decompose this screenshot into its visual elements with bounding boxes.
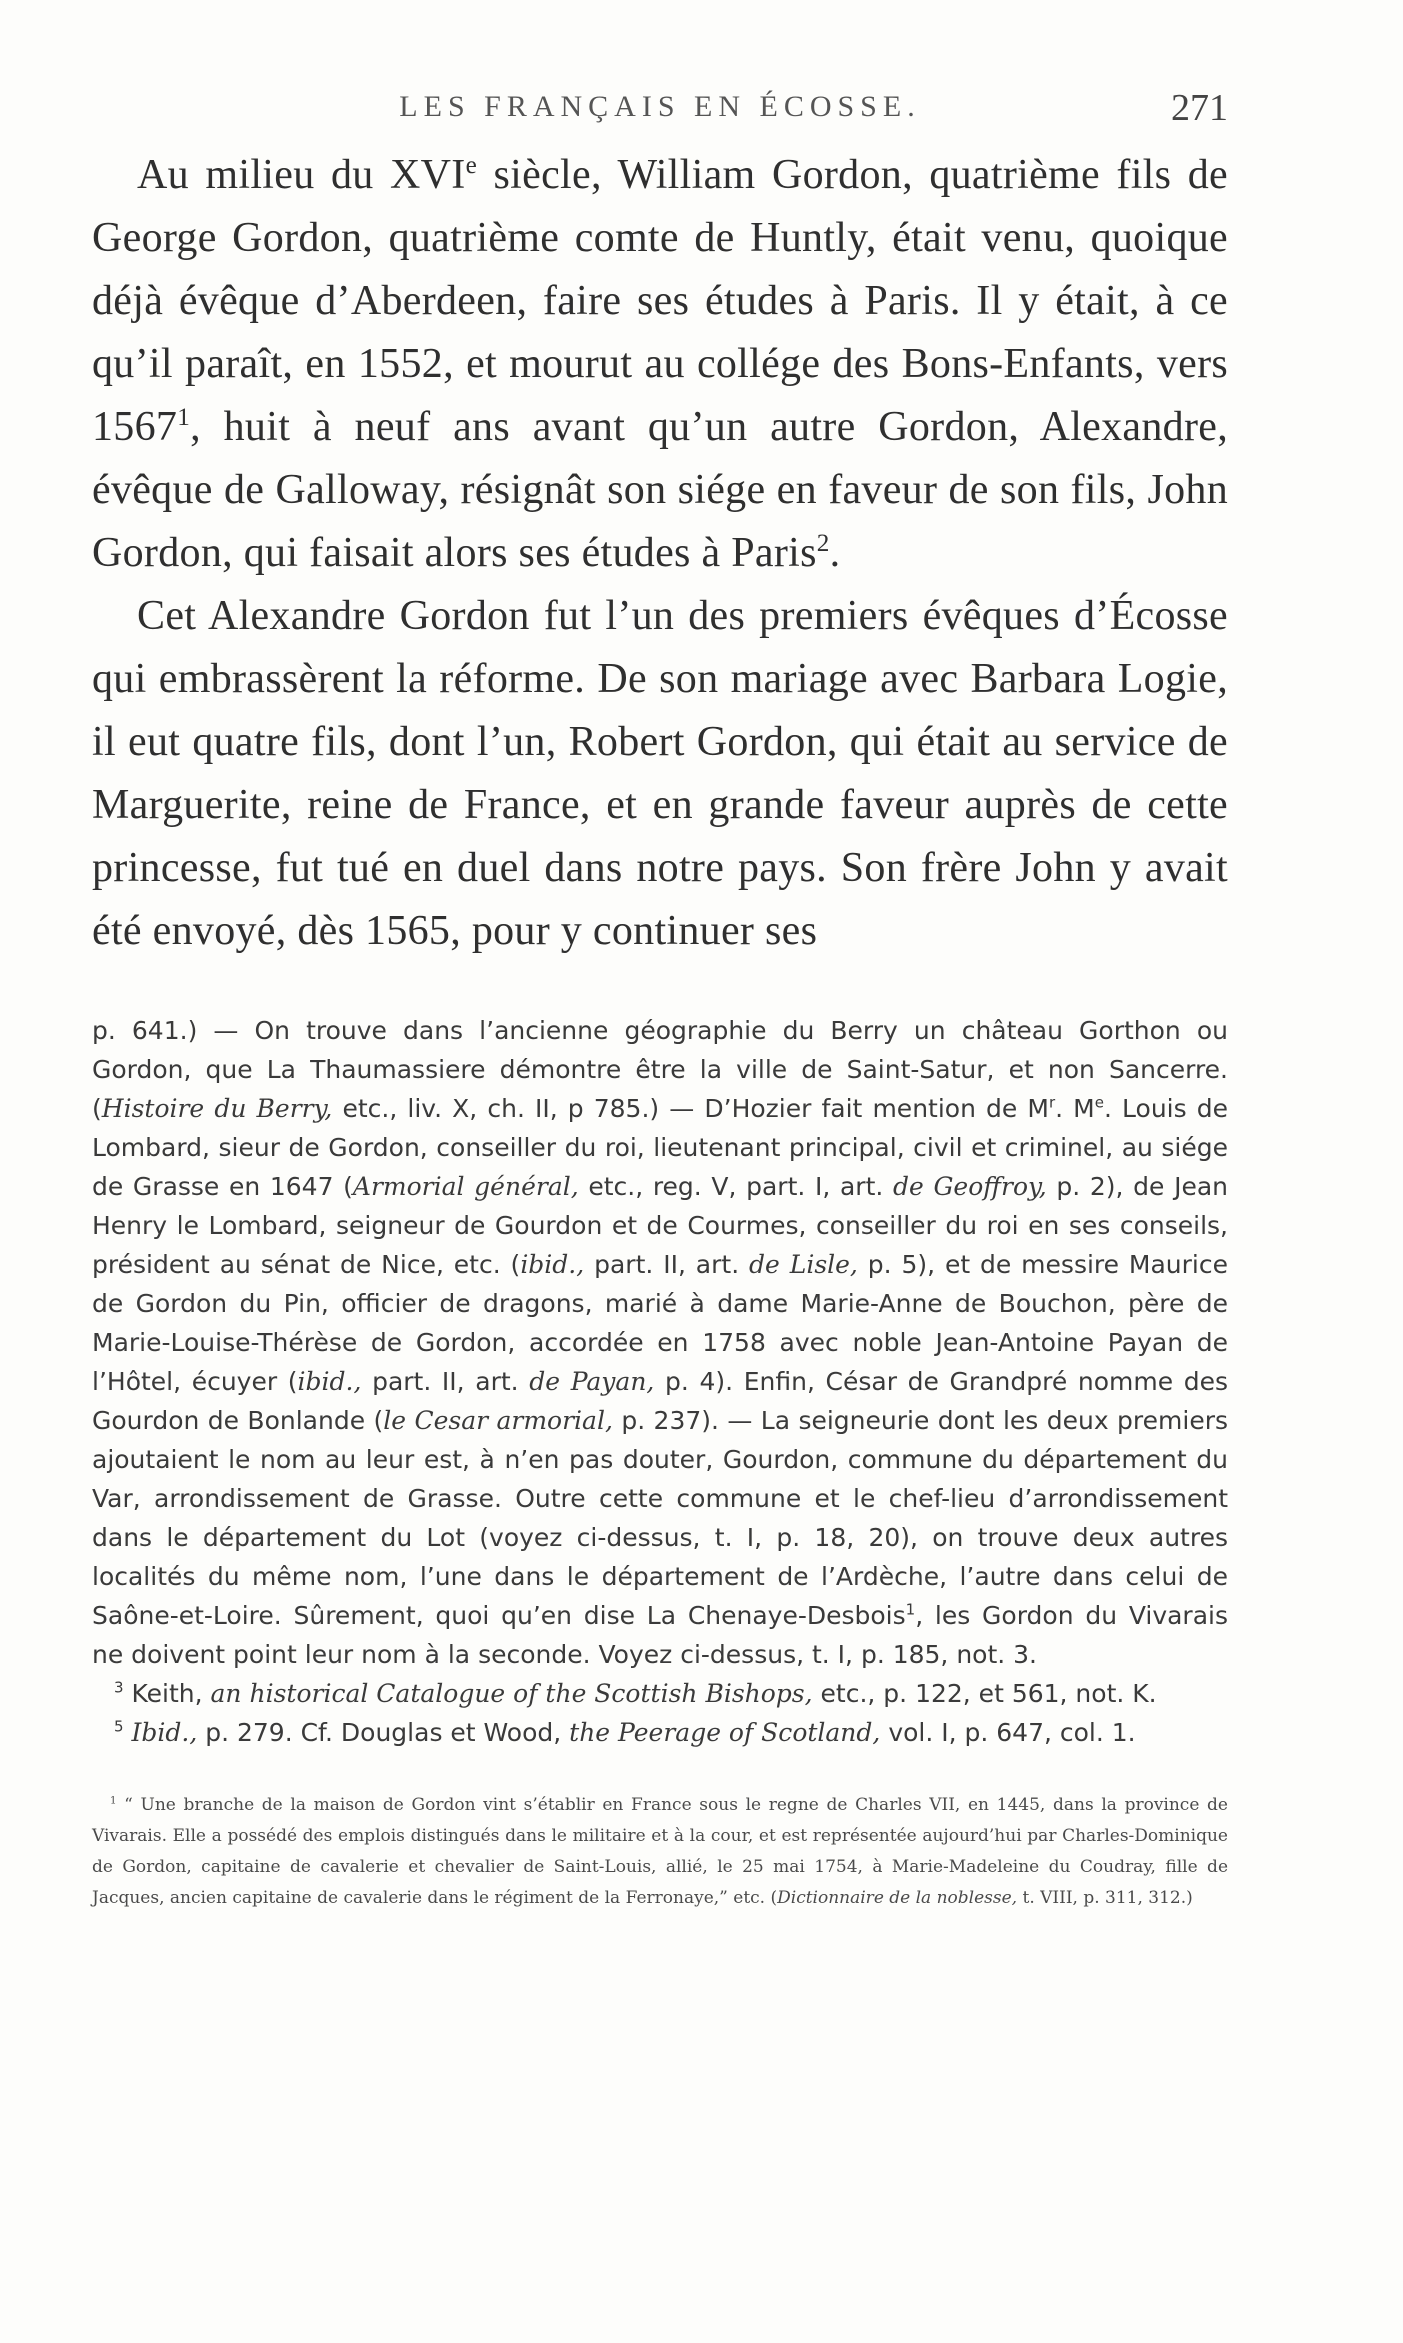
sub-footnote-1: $^1$ “ Une branche de la maison de Gordon vint s’établir en France sous le regne de Charles VII, en 1445, dans la province de Vivarais. Elle a possédé des emplois distingués dans le militaire et à la cour, et est représentée aujourd’hui par Charles-Dominique de Gordon, capitaine de cavalerie et chevalier de Saint-Louis, allié, le 25 mai 1754, à Marie-Madeleine du Coudray, fille de Jacques, ancien capitaine de cavalerie dans le régiment de la Ferronaye,” etc. (Dictionnaire de la noblesse, t. VIII, p. 311, 312.) <box>92 1795 1228 1908</box>
running-head <box>92 87 1228 134</box>
footnote-continuation: p. 641.) — On trouve dans l’ancienne géographie du Berry un château Gorthon ou Gordon, que La Thaumassiere démontre être la ville de Saint-Satur, et non Sancerre. (Histoire du Berry, etc., liv. X, ch. II, p 785.) — D’Hozier fait mention de $M^r$. Me. Louis de Lombard, sieur de Gordon, conseiller du roi, lieutenant principal, civil et criminel, au siége de Grasse en 1647 (Armorial général, etc., reg. V, part. I, art. de Geoffroy, p. 2), de Jean Henry le Lombard, seigneur de Gourdon et de Courmes, conseiller du roi en ses conseils, président au sénat de Nice, etc. (ibid., part. II, art. de Lisle, p. 5), et de messire Maurice de Gordon du Pin, officier de dragons, marié à dame Marie-Anne de Bouchon, père de Marie-Louise-Thérèse de Gordon, accordée en 1758 avec noble Jean-Antoine Payan de l’Hôtel, écuyer (ibid., part. II, art. de Payan, p. 4). Enfin, César de Grandpré nomme des Gourdon de Bonlande (le Cesar armorial, p. 237). — La seigneurie dont les deux premiers ajoutaient le nom au leur est, à n’en pas douter, Gourdon, commune du département du Var, arrondissement de Grasse. Outre cette commune et le chef-lieu d’arrondissement dans le département du Lot (voyez ci-dessus, t. I, p. 18, 20), on trouve deux autres localités du même nom, l’une dans le département de l’Ardèche, l’autre dans celui de Saône-et-Loire. Sûrement, quoi qu’en dise La Chenaye-Desbois$^1$, les Gordon du Vivarais ne doivent point leur nom à la seconde. Voyez ci-dessus, t. I, p. 185, not. 3. <box>92 1016 1229 1669</box>
footnote-2: $^3$ Keith, an historical Catalogue of the Scottish Bishops, etc., p. 122, et 561, not. K. <box>114 1678 1157 1708</box>
footnote-ref-2: 2 <box>816 530 830 557</box>
main-text <box>92 144 1228 963</box>
paragraph-2: Cet Alexandre Gordon fut l’un des premiers évêques d’Écosse qui embrassèrent la réforme. De son mariage avec Barbara Logie, il eut quatre fils, dont l’un, Robert Gordon, qui était au service de Marguerite, reine de France, et en grande faveur auprès de cette princesse, fut tué en duel dans notre pays. Son frère John y avait été envoyé, dès 1565, pour y continuer ses <box>92 593 1228 954</box>
sub-footnote <box>92 1790 1228 1914</box>
running-title: LES FRANÇAIS EN ÉCOSSE. <box>399 90 921 123</box>
footnote-ref-1: 1 <box>177 404 191 431</box>
paragraph-1: Au milieu du XVIe siècle, William Gordon, quatrième fils de George Gordon, quatrième comte de Huntly, était venu, quoique déjà évêque d’Aberdeen, faire ses études à Paris. Il y était, à ce qu’il paraît, en 1552, et mourut au collége des Bons-Enfants, vers 1567$^1$, huit à neuf ans avant qu’un autre Gordon, Alexandre, évêque de Galloway, résignât son siége en faveur de son fils, John Gordon, qui faisait alors ses études à Paris$^2$. <box>92 152 1228 576</box>
footnote-3: $^5$ Ibid., p. 279. Cf. Douglas et Wood, the Peerage of Scotland, vol. I, p. 647, col. 1. <box>114 1717 1136 1747</box>
book-page <box>92 87 1229 1914</box>
page-number: 271 <box>1171 87 1228 129</box>
footnotes <box>92 1011 1228 1752</box>
